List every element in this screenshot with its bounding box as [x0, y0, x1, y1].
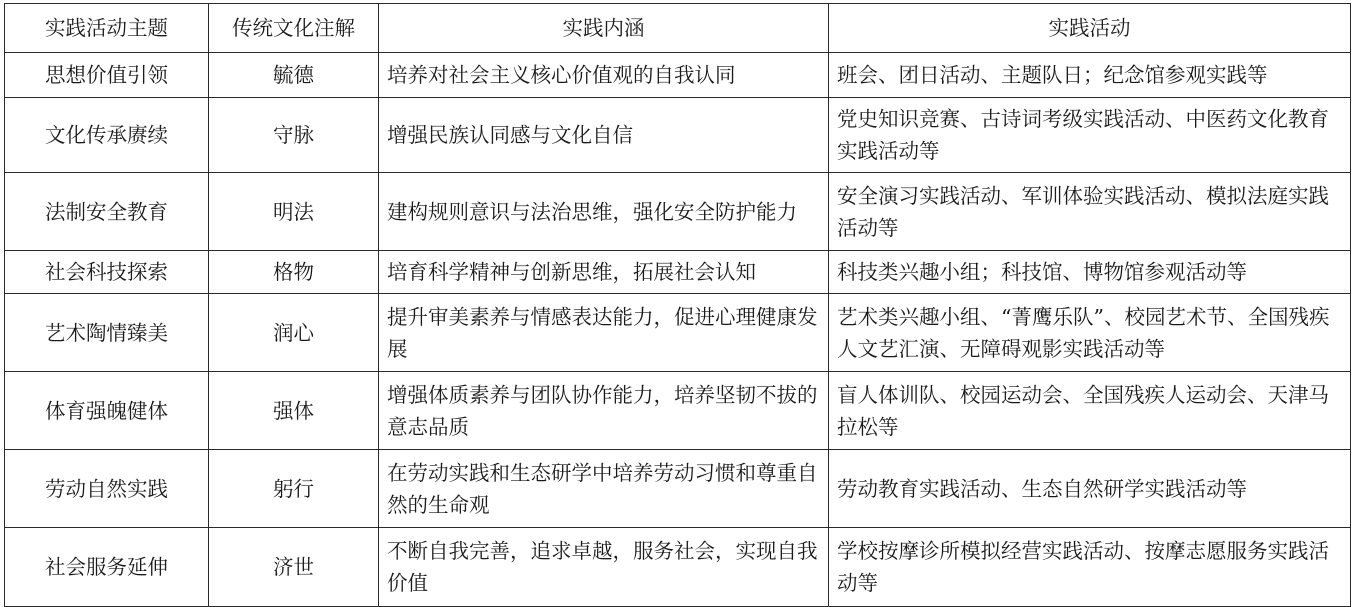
cell-theme: 体育强魄健体: [5, 372, 209, 450]
cell-connotation: 建构规则意识与法治思维，强化安全防护能力: [379, 173, 829, 251]
cell-theme: 艺术陶情臻美: [5, 294, 209, 372]
cell-theme: 文化传承赓续: [5, 98, 209, 173]
cell-theme: 法制安全教育: [5, 173, 209, 251]
cell-theme: 社会服务延伸: [5, 528, 209, 607]
cell-activities: 班会、团日活动、主题队日；纪念馆参观实践等: [829, 53, 1351, 98]
cell-connotation: 不断自我完善，追求卓越，服务社会，实现自我价值: [379, 528, 829, 607]
cell-activities: 劳动教育实践活动、生态自然研学实践活动等: [829, 450, 1351, 528]
table-row: [5, 173, 1351, 251]
header-cultural-note: 传统文化注解: [209, 4, 379, 53]
cell-theme: 劳动自然实践: [5, 450, 209, 528]
table-row: [5, 251, 1351, 294]
header-activities: 实践活动: [829, 4, 1351, 53]
table-row: [5, 53, 1351, 98]
cell-cultural-note: 强体: [209, 372, 379, 450]
header-theme: 实践活动主题: [5, 4, 209, 53]
cell-activities: 党史知识竞赛、古诗词考级实践活动、中医药文化教育实践活动等: [829, 98, 1351, 173]
cell-connotation: 在劳动实践和生态研学中培养劳动习惯和尊重自然的生命观: [379, 450, 829, 528]
table-row: [5, 528, 1351, 607]
cell-connotation: 培养对社会主义核心价值观的自我认同: [379, 53, 829, 98]
table-row: [5, 372, 1351, 450]
cell-cultural-note: 格物: [209, 251, 379, 294]
cell-cultural-note: 毓德: [209, 53, 379, 98]
cell-activities: 艺术类兴趣小组、“菁鹰乐队”、校园艺术节、全国残疾人文艺汇演、无障碍观影实践活动等: [829, 294, 1351, 372]
cell-connotation: 培育科学精神与创新思维，拓展社会认知: [379, 251, 829, 294]
table-row: [5, 294, 1351, 372]
cell-cultural-note: 润心: [209, 294, 379, 372]
cell-connotation: 增强体质素养与团队协作能力，培养坚韧不拔的意志品质: [379, 372, 829, 450]
table-row: [5, 450, 1351, 528]
cell-connotation: 提升审美素养与情感表达能力，促进心理健康发展: [379, 294, 829, 372]
cell-activities: 盲人体训队、校园运动会、全国残疾人运动会、天津马拉松等: [829, 372, 1351, 450]
practice-activity-table: [4, 3, 1351, 607]
cell-theme: 思想价值引领: [5, 53, 209, 98]
cell-cultural-note: 躬行: [209, 450, 379, 528]
table-row: [5, 98, 1351, 173]
cell-theme: 社会科技探索: [5, 251, 209, 294]
table-header-row: [5, 4, 1351, 53]
header-connotation: 实践内涵: [379, 4, 829, 53]
cell-connotation: 增强民族认同感与文化自信: [379, 98, 829, 173]
cell-activities: 安全演习实践活动、军训体验实践活动、模拟法庭实践活动等: [829, 173, 1351, 251]
cell-cultural-note: 济世: [209, 528, 379, 607]
cell-cultural-note: 守脉: [209, 98, 379, 173]
cell-activities: 科技类兴趣小组；科技馆、博物馆参观活动等: [829, 251, 1351, 294]
cell-cultural-note: 明法: [209, 173, 379, 251]
practice-activity-table-container: [4, 3, 1351, 607]
cell-activities: 学校按摩诊所模拟经营实践活动、按摩志愿服务实践活动等: [829, 528, 1351, 607]
